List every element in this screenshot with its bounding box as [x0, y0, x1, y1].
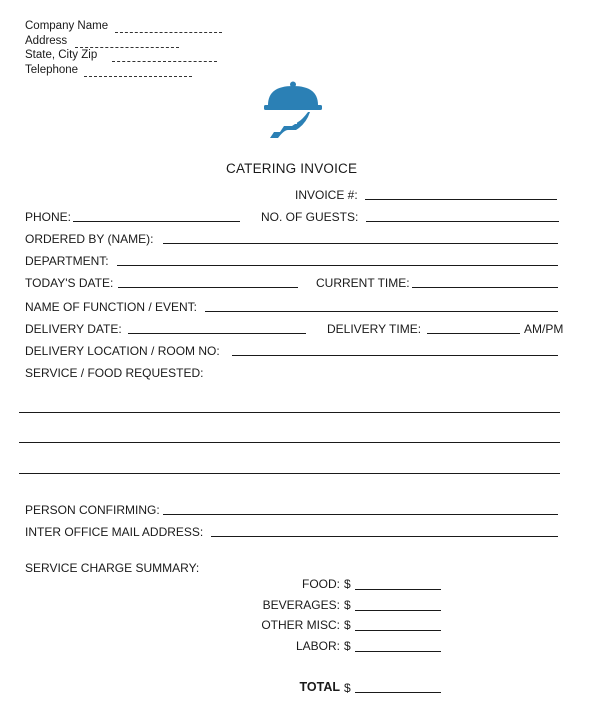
- todays-date-line[interactable]: [118, 287, 298, 288]
- delivery-time-label: DELIVERY TIME:: [327, 322, 422, 336]
- phone-line[interactable]: [73, 221, 240, 222]
- delivery-location-label: DELIVERY LOCATION / ROOM NO:: [25, 344, 220, 358]
- ordered-by-label: ORDERED BY (NAME):: [25, 232, 154, 246]
- telephone-label: Telephone: [25, 64, 79, 76]
- labor-currency: $: [344, 639, 351, 653]
- delivery-time-line[interactable]: [427, 333, 520, 334]
- address-line[interactable]: [75, 47, 179, 48]
- department-label: DEPARTMENT:: [25, 254, 109, 268]
- current-time-line[interactable]: [412, 287, 558, 288]
- other-misc-currency: $: [344, 618, 351, 632]
- total-line[interactable]: [355, 692, 441, 693]
- serving-cloche-icon: [262, 80, 324, 142]
- company-name-label: Company Name: [25, 20, 109, 32]
- todays-date-label: TODAY'S DATE:: [25, 276, 114, 290]
- food-label: FOOD:: [302, 577, 340, 591]
- ampm-label: AM/PM: [524, 322, 564, 336]
- summary-heading: SERVICE CHARGE SUMMARY:: [25, 561, 200, 575]
- current-time-label: CURRENT TIME:: [316, 276, 410, 290]
- state-city-zip-label: State, City Zip: [25, 49, 98, 61]
- guests-line[interactable]: [366, 221, 559, 222]
- service-food-label: SERVICE / FOOD REQUESTED:: [25, 366, 204, 380]
- labor-label: LABOR:: [295, 639, 340, 653]
- food-line[interactable]: [355, 589, 441, 590]
- service-food-line-2[interactable]: [19, 442, 560, 443]
- labor-line[interactable]: [355, 651, 441, 652]
- phone-label: PHONE:: [25, 210, 72, 224]
- other-misc-label: OTHER MISC:: [261, 618, 340, 632]
- service-food-line-3[interactable]: [19, 473, 560, 474]
- function-line[interactable]: [205, 311, 558, 312]
- delivery-location-line[interactable]: [232, 355, 558, 356]
- person-confirming-label: PERSON CONFIRMING:: [25, 503, 160, 517]
- state-city-zip-line[interactable]: [112, 61, 217, 62]
- telephone-line[interactable]: [84, 76, 192, 77]
- beverages-line[interactable]: [355, 610, 441, 611]
- delivery-date-label: DELIVERY DATE:: [25, 322, 122, 336]
- department-line[interactable]: [117, 265, 558, 266]
- beverages-label: BEVERAGES:: [262, 598, 340, 612]
- total-currency: $: [344, 681, 351, 695]
- person-confirming-line[interactable]: [163, 514, 558, 515]
- address-label: Address: [25, 35, 68, 47]
- guests-label: NO. OF GUESTS:: [261, 210, 359, 224]
- invoice-number-line[interactable]: [365, 199, 557, 200]
- service-food-line-1[interactable]: [19, 412, 560, 413]
- inter-office-label: INTER OFFICE MAIL ADDRESS:: [25, 525, 204, 539]
- delivery-date-line[interactable]: [128, 333, 306, 334]
- invoice-title: CATERING INVOICE: [226, 161, 358, 176]
- invoice-number-label: INVOICE #:: [295, 188, 358, 202]
- beverages-currency: $: [344, 598, 351, 612]
- food-currency: $: [344, 577, 351, 591]
- ordered-by-line[interactable]: [163, 243, 558, 244]
- total-label: TOTAL: [299, 680, 340, 694]
- other-misc-line[interactable]: [355, 630, 441, 631]
- inter-office-line[interactable]: [211, 536, 558, 537]
- function-label: NAME OF FUNCTION / EVENT:: [25, 300, 198, 314]
- company-name-line[interactable]: [115, 32, 222, 33]
